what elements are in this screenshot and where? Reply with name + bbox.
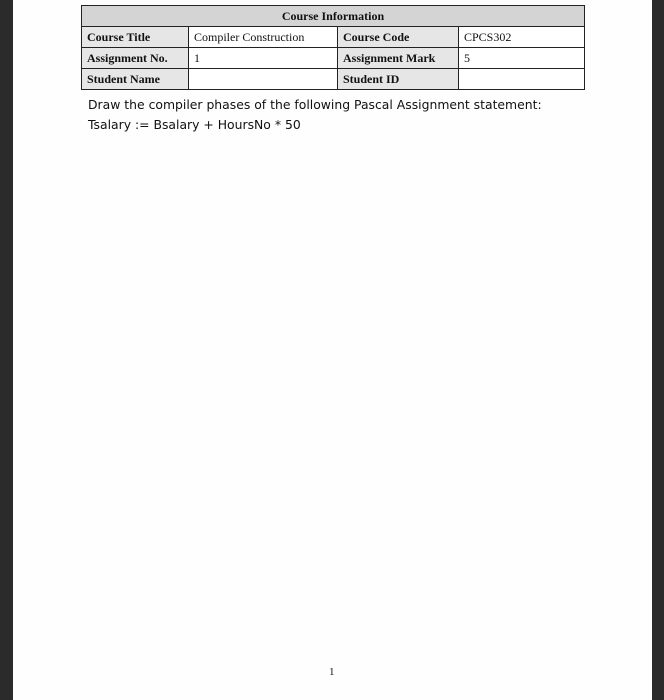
page-number: 1	[329, 666, 335, 678]
viewer-right-edge	[652, 0, 664, 700]
student-id-label: Student ID	[338, 69, 459, 90]
course-code-value[interactable]: CPCS302	[459, 27, 585, 48]
student-name-value[interactable]	[189, 69, 338, 90]
table-row	[82, 69, 585, 90]
assignment-number-value[interactable]: 1	[189, 48, 338, 69]
question-instruction: Draw the compiler phases of the following Pascal Assignment statement:	[88, 97, 542, 112]
course-code-label: Course Code	[338, 27, 459, 48]
student-id-value[interactable]	[459, 69, 585, 90]
question-block	[88, 95, 542, 135]
student-name-label: Student Name	[82, 69, 189, 90]
pascal-statement: Tsalary := Bsalary + HoursNo * 50	[88, 117, 301, 132]
document-page	[13, 0, 652, 700]
assignment-number-label: Assignment No.	[82, 48, 189, 69]
assignment-mark-label: Assignment Mark	[338, 48, 459, 69]
table-row	[82, 27, 585, 48]
table-header-row	[82, 6, 585, 27]
table-title: Course Information	[82, 6, 585, 27]
course-title-label: Course Title	[82, 27, 189, 48]
assignment-mark-value[interactable]: 5	[459, 48, 585, 69]
viewer-left-edge	[0, 0, 13, 700]
table-row	[82, 48, 585, 69]
course-title-value[interactable]: Compiler Construction	[189, 27, 338, 48]
course-information-table	[81, 5, 585, 90]
